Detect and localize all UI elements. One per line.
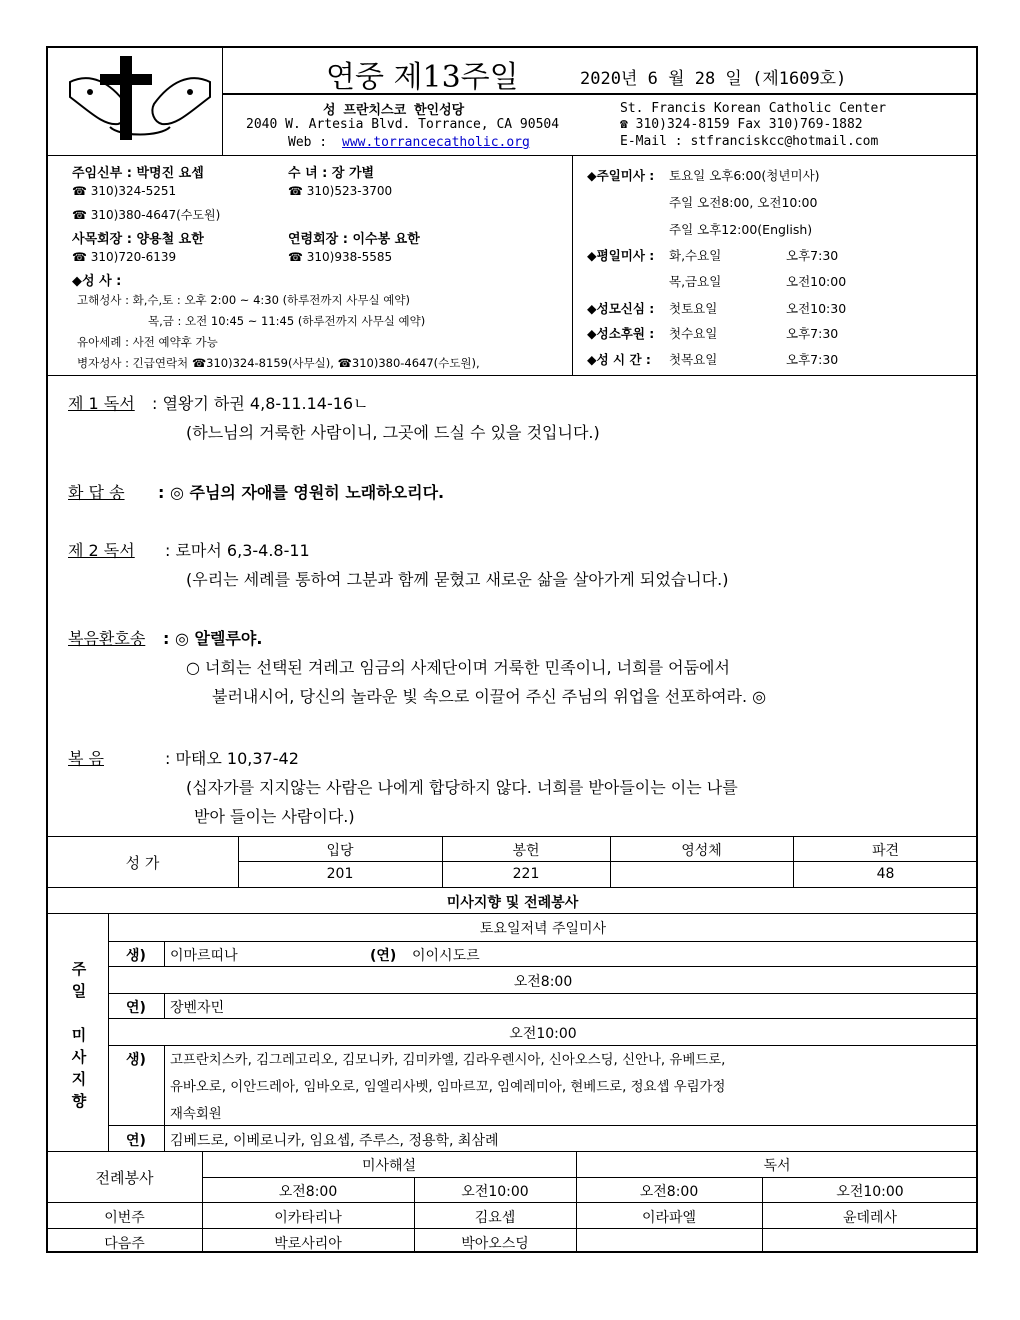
hymn-header-entrance: 입당 bbox=[326, 843, 354, 859]
gospel-text-1: (십자가를 지지않는 사람은 나에게 합당하지 않다. 너희를 받아들이는 이는 나를 bbox=[186, 778, 738, 797]
am10-deceased-names: 김베드로, 이베로니카, 임요셉, 주루스, 정용학, 최삼례 bbox=[170, 1133, 499, 1149]
second-reading-ref: : 로마서 6,3-4.8-11 bbox=[165, 541, 310, 560]
sunday-mass-1: 토요일 오후6:00(청년미사) bbox=[669, 168, 820, 183]
psalm-label: 화 답 송 bbox=[68, 483, 125, 502]
hymn-header-communion: 영성체 bbox=[681, 843, 722, 859]
marian-devotion-day: 첫토요일 bbox=[669, 301, 718, 316]
phone-fax: ☎ 310)324-8159 Fax 310)769-1882 bbox=[620, 117, 863, 132]
weekday-mass-time-2: 오전10:00 bbox=[786, 274, 847, 289]
am10-living-names-2: 유바오로, 이안드레아, 임바오로, 임엘리사벳, 임마르꼬, 임예레미아, 현베드로, 정요셉 우림가정 bbox=[170, 1080, 726, 1095]
pastor-phone-2: ☎ 310)380-4647(수도원) bbox=[72, 208, 221, 222]
am8-deceased-label: 연) bbox=[126, 1000, 146, 1016]
holy-hour-label: ◆성 시 간 : bbox=[587, 352, 651, 367]
marian-devotion-label: ◆성모신심 : bbox=[587, 301, 655, 316]
alleluia-text: : ◎ 알렐루야. bbox=[163, 629, 263, 648]
am10-living-names-3: 재속회원 bbox=[170, 1107, 222, 1122]
saturday-deceased-label: (연) bbox=[370, 948, 397, 964]
hymn-offertory: 221 bbox=[512, 866, 540, 882]
next-week-commentary-10am: 박아오스딩 bbox=[461, 1236, 529, 1252]
confession-schedule-1: 고해성사 : 화,수,토 : 오후 2:00 ~ 4:30 (하루전까지 사무실 예약) bbox=[77, 293, 410, 307]
hymn-recessional: 48 bbox=[876, 866, 895, 882]
gospel-text-2: 받아 들이는 사람이다.) bbox=[194, 807, 355, 826]
issue-date: 2020년 6 월 28 일 (제1609호) bbox=[580, 69, 847, 89]
church-name-korean: 성 프란치스코 한인성당 bbox=[323, 103, 465, 118]
gospel-ref: : 마태오 10,37-42 bbox=[165, 749, 299, 768]
am10-deceased-label: 연) bbox=[126, 1133, 146, 1149]
alleluia-verse-1: ○ 너희는 선택된 겨레고 임금의 사제단이며 거룩한 민족이니, 너희를 어둠에서 bbox=[186, 658, 730, 677]
marian-devotion-time: 오전10:30 bbox=[786, 301, 847, 316]
first-reading-ref: : 열왕기 하권 4,8-11.14-16ㄴ bbox=[152, 394, 369, 413]
pastoral-president-phone: ☎ 310)720-6139 bbox=[72, 250, 177, 264]
holy-hour-time: 오후7:30 bbox=[786, 352, 839, 367]
am10-living-label: 생) bbox=[126, 1052, 146, 1068]
this-week-label: 이번주 bbox=[104, 1210, 145, 1226]
sister-name: 수 녀 : 장 가별 bbox=[288, 166, 375, 181]
psalm-text: : ◎ 주님의 자애를 영원히 노래하오리다. bbox=[158, 483, 445, 502]
gospel-label: 복 음 bbox=[68, 749, 104, 768]
anointing-of-sick: 병자성사 : 긴급연락처 ☎310)324-8159(사무실), ☎310)380-4647(수도원), bbox=[77, 356, 480, 370]
second-reading-text: (우리는 세례를 통하여 그분과 함께 묻혔고 새로운 삶을 살아가게 되었습니다.) bbox=[186, 570, 729, 589]
church-address: 2040 W. Artesia Blvd. Torrance, CA 90504 bbox=[246, 117, 560, 132]
pastor-name: 주임신부 : 박명진 요셉 bbox=[72, 166, 204, 181]
reading-time-8am: 오전8:00 bbox=[639, 1184, 699, 1200]
first-reading-label: 제 1 독서 bbox=[68, 394, 135, 413]
sister-phone: ☎ 310)523-3700 bbox=[288, 184, 393, 198]
hymn-header-offertory: 봉헌 bbox=[512, 843, 540, 859]
am8-mass-title: 오전8:00 bbox=[513, 974, 573, 990]
saturday-living-names: 이마르띠나 bbox=[170, 948, 238, 964]
this-week-commentary-8am: 이카타리나 bbox=[274, 1210, 342, 1226]
hymns-label: 성 가 bbox=[125, 854, 160, 872]
commentary-time-10am: 오전10:00 bbox=[461, 1184, 529, 1200]
reading-time-10am: 오전10:00 bbox=[836, 1184, 904, 1200]
this-week-reading-10am: 윤데레사 bbox=[842, 1210, 898, 1226]
church-logo bbox=[60, 52, 220, 147]
this-week-reading-8am: 이라파엘 bbox=[641, 1210, 697, 1226]
vocation-support-label: ◆성소후원 : bbox=[587, 326, 655, 341]
vocation-support-day: 첫수요일 bbox=[669, 326, 718, 341]
am8-deceased-names: 장벤자민 bbox=[170, 1000, 225, 1016]
infant-baptism: 유아세례 : 사전 예약후 가능 bbox=[77, 335, 218, 349]
hymn-entrance: 201 bbox=[326, 866, 354, 882]
first-reading-text: (하느님의 거룩한 사람이니, 그곳에 드실 수 있을 것입니다.) bbox=[186, 423, 600, 442]
pastoral-president: 사목회장 : 양용철 요한 bbox=[72, 232, 204, 247]
sunday-intentions-side-label: 주 일 미 사 지 향 bbox=[71, 960, 87, 1110]
church-name-english: St. Francis Korean Catholic Center bbox=[620, 101, 887, 116]
website-link[interactable]: www.torrancecatholic.org bbox=[342, 135, 530, 150]
commentary-header: 미사해설 bbox=[361, 1158, 417, 1174]
hymn-header-recessional: 파견 bbox=[871, 843, 900, 859]
confession-schedule-2: 목,금 : 오전 10:45 ~ 11:45 (하루전까지 사무실 예약) bbox=[148, 314, 426, 328]
web-label: Web : bbox=[288, 135, 328, 150]
saturday-mass-title: 토요일저녁 주일미사 bbox=[479, 921, 607, 937]
weekday-mass-time-1: 오후7:30 bbox=[786, 248, 839, 263]
liturgical-service-label: 전례봉사 bbox=[95, 1169, 154, 1187]
saturday-living-label: 생) bbox=[126, 948, 146, 964]
sunday-mass-3: 주일 오후12:00(English) bbox=[669, 222, 813, 237]
intentions-title: 미사지향 및 전례봉사 bbox=[446, 895, 579, 911]
alleluia-verse-2: 불러내시어, 당신의 놀라운 빛 속으로 이끌어 주신 주님의 위업을 선포하여라. ◎ bbox=[212, 687, 767, 706]
saturday-deceased-names: 이이시도르 bbox=[412, 948, 480, 964]
commentary-time-8am: 오전8:00 bbox=[278, 1184, 338, 1200]
vocation-support-time: 오후7:30 bbox=[786, 326, 839, 341]
weekday-mass-label: ◆평일미사 : bbox=[587, 248, 655, 263]
federation-president-phone: ☎ 310)938-5585 bbox=[288, 250, 393, 264]
sunday-mass-2: 주일 오전8:00, 오전10:00 bbox=[669, 195, 818, 210]
holy-hour-day: 첫목요일 bbox=[669, 352, 718, 367]
next-week-commentary-8am: 박로사리아 bbox=[274, 1236, 342, 1252]
email: E-Mail : stfranciskcc@hotmail.com bbox=[620, 134, 879, 149]
federation-president: 연령회장 : 이수봉 요한 bbox=[288, 232, 420, 247]
sacraments-title: ◆성 사 : bbox=[72, 274, 122, 289]
am10-mass-title: 오전10:00 bbox=[509, 1026, 577, 1042]
am10-living-names-1: 고프란치스카, 김그레고리오, 김모니카, 김미카엘, 김라우렌시아, 신아오스딩, 신안나, 유베드로, bbox=[170, 1053, 726, 1068]
this-week-commentary-10am: 김요셉 bbox=[474, 1210, 516, 1226]
sunday-mass-label: ◆주일미사 : bbox=[587, 168, 655, 183]
alleluia-label: 복음환호송 bbox=[68, 629, 146, 648]
pastor-phone-1: ☎ 310)324-5251 bbox=[72, 184, 177, 198]
page-title: 연중 제13주일 bbox=[326, 60, 519, 95]
reading-header: 독서 bbox=[763, 1158, 791, 1174]
weekday-mass-day-2: 목,금요일 bbox=[669, 274, 722, 289]
weekday-mass-day-1: 화,수요일 bbox=[669, 248, 722, 263]
next-week-label: 다음주 bbox=[104, 1236, 145, 1252]
second-reading-label: 제 2 독서 bbox=[68, 541, 135, 560]
